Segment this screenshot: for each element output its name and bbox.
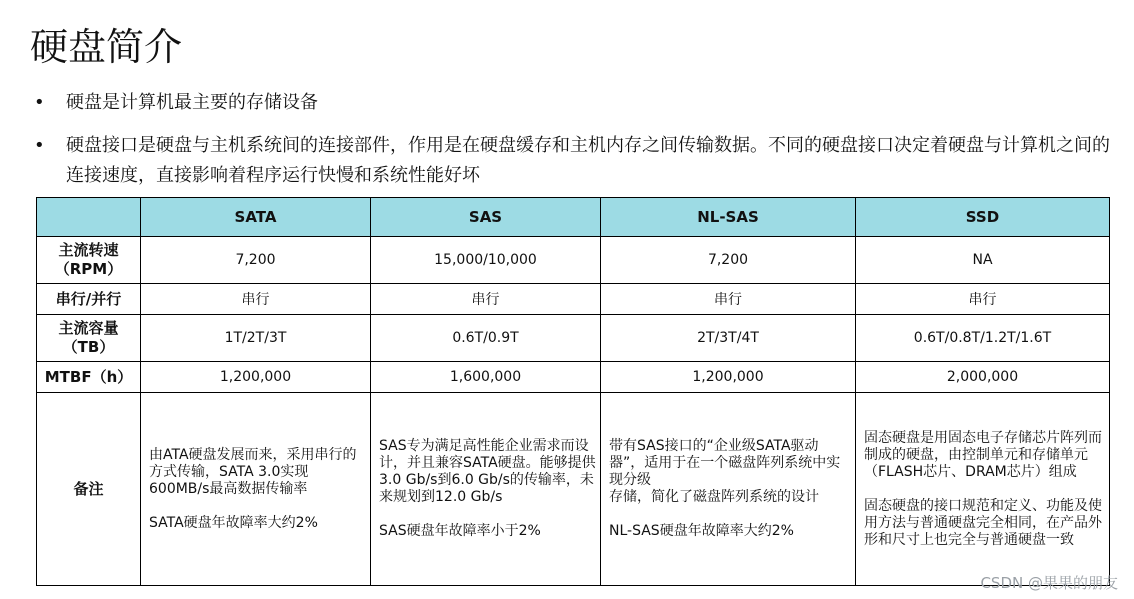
table-row: [37, 237, 1110, 284]
table-cell: 串行: [601, 284, 856, 315]
row-label-rpm: [37, 237, 141, 284]
bullet-item: [34, 131, 1114, 193]
note-paragraph: SAS专为满足高性能企业需求而设计，并且兼容SATA硬盘。能够提供3.0 Gb/s到6.0 Gb/s的传输率，未来规划到12.0 Gb/s: [379, 438, 596, 505]
table-header-row: [37, 198, 1110, 237]
table-cell: 7,200: [601, 237, 856, 284]
page-title: 硬盘简介: [30, 25, 183, 69]
header-cell-sas: SAS: [371, 198, 601, 237]
row-label-capacity: [37, 315, 141, 362]
note-cell-sas: [371, 393, 601, 586]
note-paragraph: 带有SAS接口的“企业级SATA驱动器”，适用于在一个磁盘阵列系统中实现分级: [609, 438, 841, 488]
table-cell: 0.6T/0.9T: [371, 315, 601, 362]
note-cell-sata: [141, 393, 371, 586]
bullet-text: 硬盘是计算机最主要的存储设备: [66, 92, 318, 113]
bullet-dot-icon: •: [34, 92, 45, 113]
note-paragraph: NL-SAS硬盘年故障率大约2%: [609, 523, 794, 539]
note-paragraph: SAS硬盘年故障率小于2%: [379, 523, 541, 539]
row-label-line: 主流转速: [58, 241, 119, 259]
note-paragraph: SATA硬盘年故障率大约2%: [149, 514, 318, 531]
table-cell: 1T/2T/3T: [141, 315, 371, 362]
header-cell-ssd: SSD: [856, 198, 1110, 237]
row-label-mtbf: MTBF（h）: [37, 362, 141, 393]
row-label-line: 主流容量: [58, 319, 119, 337]
table-row: [37, 393, 1110, 586]
bullet-dot-icon: •: [34, 135, 45, 156]
table-cell: 串行: [856, 284, 1110, 315]
bullet-item: [34, 88, 1114, 118]
table-cell: 串行: [141, 284, 371, 315]
table-cell: 1,600,000: [371, 362, 601, 393]
header-cell-empty: [37, 198, 141, 237]
header-cell-nl-sas: NL-SAS: [601, 198, 856, 237]
note-cell-nl-sas: [601, 393, 856, 586]
table-cell: 1,200,000: [141, 362, 371, 393]
table-row: [37, 362, 1110, 393]
table-cell: 7,200: [141, 237, 371, 284]
note-paragraph: 固态硬盘是用固态电子存储芯片阵列而制成的硬盘，由控制单元和存储单元（FLASH芯片、DRAM芯片）组成: [864, 429, 1102, 480]
note-paragraph: 存储，简化了磁盘阵列系统的设计: [609, 489, 819, 505]
note-paragraph: 由ATA硬盘发展而来，采用串行的方式传输，SATA 3.0实现600MB/s最高数据传输率: [149, 446, 357, 497]
table-cell: 串行: [371, 284, 601, 315]
table-cell: 2T/3T/4T: [601, 315, 856, 362]
table-row: [37, 284, 1110, 315]
disk-comparison-table: [36, 197, 1110, 586]
note-cell-ssd: [856, 393, 1110, 586]
table-cell: 1,200,000: [601, 362, 856, 393]
row-label-line: （RPM）: [54, 260, 123, 278]
table-cell: NA: [856, 237, 1110, 284]
table-cell: 2,000,000: [856, 362, 1110, 393]
row-label-note: 备注: [37, 393, 141, 586]
table-row: [37, 315, 1110, 362]
table-cell: 0.6T/0.8T/1.2T/1.6T: [856, 315, 1110, 362]
table-cell: 15,000/10,000: [371, 237, 601, 284]
watermark: CSDN @果果的朋友: [980, 574, 1118, 592]
bullet-text: 硬盘接口是硬盘与主机系统间的连接部件，作用是在硬盘缓存和主机内存之间传输数据。不同的硬盘接口决定着硬盘与计算机之间的连接速度，直接影响着程序运行快慢和系统性能好坏: [66, 135, 1110, 186]
note-paragraph: 固态硬盘的接口规范和定义、功能及使用方法与普通硬盘完全相同，在产品外形和尺寸上也完全与普通硬盘一致: [864, 497, 1102, 548]
header-cell-sata: SATA: [141, 198, 371, 237]
row-label-mode: 串行/并行: [37, 284, 141, 315]
row-label-line: （TB）: [62, 338, 115, 356]
